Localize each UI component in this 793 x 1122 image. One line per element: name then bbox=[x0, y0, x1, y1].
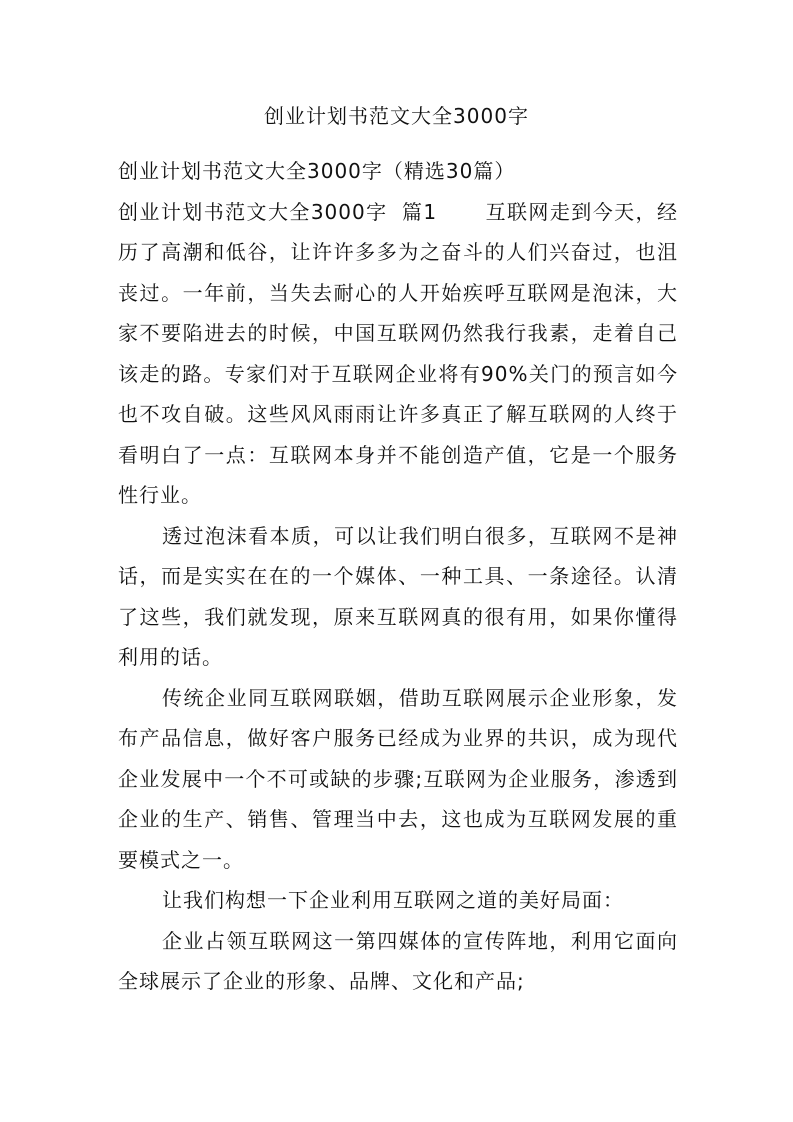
paragraph-5: 企业占领互联网这一第四媒体的宣传阵地，利用它面向全球展示了企业的形象、品牌、文化和产品; bbox=[118, 928, 678, 993]
paragraph-1-text: 互联网走到今天，经历了高潮和低谷，让许许多多为之奋斗的人们兴奋过，也沮丧过。一年前，当失去耐心的人开始疾呼互联网是泡沫，大家不要陷进去的时候，中国互联网仍然我行我素，走着自己该走的路。专家们对于互联网企业将有90%关门的预言如今也不攻自破。这些风风雨雨让许多真正了解互联网的人终于看明白了一点：互联网本身并不能创造产值，它是一个服务性行业。 bbox=[118, 199, 678, 507]
document-subtitle: 创业计划书范文大全3000字（精选30篇） bbox=[118, 159, 516, 183]
paragraph-3: 传统企业同互联网联姻，借助互联网展示企业形象，发布产品信息，做好客户服务已经成为业界的共识，成为现代企业发展中一个不可或缺的步骤;互联网为企业服务，渗透到企业的生产、销售、管理当中去，这也成为互联网发展的重要模式之一。 bbox=[118, 685, 678, 872]
paragraph-2: 透过泡沫看本质，可以让我们明白很多，互联网不是神话，而是实实在在的一个媒体、一种工具、一条途径。认清了这些，我们就发现，原来互联网真的很有用，如果你懂得利用的话。 bbox=[118, 523, 678, 669]
document-body bbox=[118, 151, 678, 1002]
section-heading: 创业计划书范文大全3000字 bbox=[118, 199, 388, 224]
section-number: 篇1 bbox=[401, 199, 438, 224]
document-title: 创业计划书范文大全3000字 bbox=[264, 104, 529, 128]
first-paragraph bbox=[118, 192, 678, 516]
paragraph-4: 让我们构想一下企业利用互联网之道的美好局面： bbox=[162, 888, 624, 912]
